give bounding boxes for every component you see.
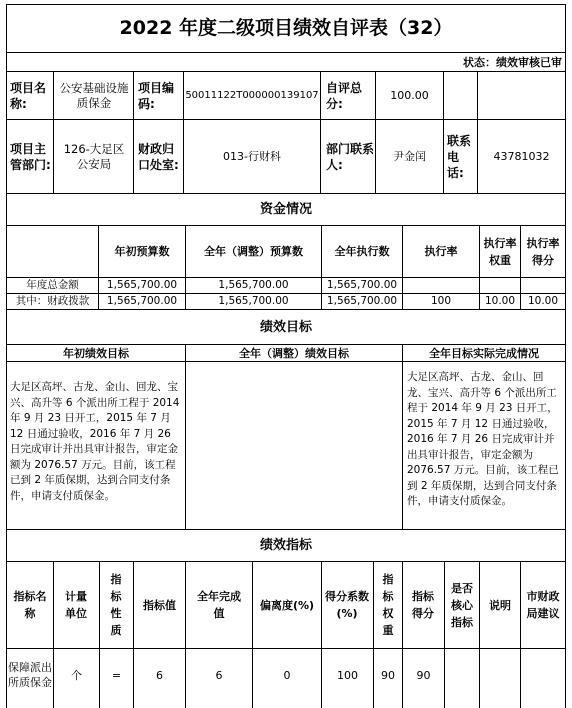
goals-actual-text: 大足区高坪、古龙、金山、回龙、宝兴、高升等 6 个派出所工程于 2014 年 9 月 23 日开工，2015 年 7 月 12 日通过验收，2016 年 7 月 26 日完成审计并出具审计报告，审定金额为 2076.57 万元。目前，该工程已到 2 年质保期，达到合同支付条件，申请支付质保金。 — [407, 371, 559, 507]
page-title: 2022 年度二级项目绩效自评表（32） — [119, 16, 453, 39]
ind-row-value: 6 — [156, 668, 163, 682]
ind-row-coefficient: 100 — [337, 668, 358, 682]
funds-header-initial-budget: 年初预算数 — [114, 245, 170, 258]
funds-header-adjusted-budget: 全年（调整）预算数 — [204, 245, 303, 258]
funds-row-total-initial: 1,565,700.00 — [106, 279, 178, 291]
indicators-section-title: 绩效指标 — [259, 538, 312, 553]
status-label: 状态：绩效审核已审 — [463, 55, 562, 69]
ind-row-weight: 90 — [381, 668, 395, 682]
funds-header-exec-weight: 执行率权重 — [483, 236, 517, 267]
ind-header-unit: 计量单位 — [65, 590, 87, 620]
funds-header-executed: 全年执行数 — [334, 245, 390, 258]
ind-header-core: 是否核心指标 — [451, 581, 473, 629]
ind-row-core — [445, 649, 479, 701]
finance-office-label: 财政归口处室: — [138, 141, 179, 172]
goals-initial-text: 大足区高坪、古龙、金山、回龙、宝兴、高升等 6 个派出所工程于 2014 年 9 月 23 日开工，2015 年 7 月 12 日通过验收，2016 年 7 月 26 日完成审计并出具审计报告，审定金额为 2076.57 万元。目前，该工程已到 2 年质保期，达到合同支付条件，申请支付质保金。 — [10, 381, 180, 502]
ind-header-deviation: 偏离度(%) — [259, 598, 315, 612]
funds-header-exec-score: 执行率得分 — [526, 236, 560, 267]
dept-value: 126-大足区公安局 — [63, 141, 125, 171]
funds-header-exec-rate: 执行率 — [424, 245, 458, 258]
finance-office-value: 013-行财科 — [223, 150, 281, 163]
ind-header-value: 指标值 — [143, 598, 176, 612]
ind-header-nature: 指标性质 — [110, 573, 122, 637]
project-code-label: 项目编码: — [138, 80, 175, 111]
goals-section-title: 绩效目标 — [259, 319, 312, 335]
contact-label: 部门联系人: — [326, 141, 375, 172]
funds-row-fiscal-label: 其中：财政拨款 — [15, 295, 90, 307]
ind-row-advice — [521, 649, 565, 701]
ind-header-coefficient: 得分系数(%) — [325, 590, 369, 620]
ind-header-note: 说明 — [489, 598, 511, 612]
ind-row-note — [480, 649, 520, 701]
ind-row-actual: 6 — [215, 668, 223, 682]
funds-row-total-label: 年度总金额 — [26, 279, 79, 291]
funds-row-fiscal-score: 10.00 — [527, 295, 559, 307]
ind-row-unit: 个 — [71, 668, 82, 682]
funds-row-fiscal-rate: 100 — [430, 295, 452, 307]
ind-header-name: 指标名称 — [13, 590, 47, 620]
contact-value: 尹金闰 — [393, 150, 426, 163]
goals-header-actual: 全年目标实际完成情况 — [429, 346, 539, 360]
project-code-value: 50011122T000000139107 — [185, 90, 319, 101]
project-name-label: 项目名称: — [10, 80, 47, 111]
ind-header-score: 指标得分 — [412, 590, 434, 620]
ind-row-nature: = — [111, 668, 122, 682]
ind-header-actual: 全年完成值 — [197, 590, 241, 620]
goals-header-initial: 年初绩效目标 — [63, 346, 129, 360]
project-name-value: 公安基础设施质保金 — [59, 80, 129, 110]
funds-section-title: 资金情况 — [259, 202, 312, 217]
funds-row-fiscal-executed: 1,565,700.00 — [326, 295, 398, 307]
ind-header-weight: 指标权重 — [382, 573, 394, 637]
ind-header-advice: 市财政局建议 — [526, 590, 560, 620]
ind-row-name: 保障派出所质保金 — [8, 661, 52, 689]
phone-label: 联系电话: — [447, 133, 472, 180]
goals-header-adjusted: 全年（调整）绩效目标 — [239, 346, 349, 360]
self-score-label: 自评总分: — [326, 80, 363, 111]
ind-row-score: 90 — [416, 668, 431, 682]
funds-row-fiscal-weight: 10.00 — [484, 295, 516, 307]
funds-row-fiscal-adjusted: 1,565,700.00 — [218, 295, 289, 307]
funds-row-total-executed: 1,565,700.00 — [326, 279, 398, 291]
funds-row-fiscal-initial: 1,565,700.00 — [106, 295, 178, 307]
phone-value: 43781032 — [493, 150, 550, 163]
ind-row-deviation: 0 — [283, 668, 291, 682]
funds-row-total-adjusted: 1,565,700.00 — [218, 279, 289, 291]
self-score-value: 100.00 — [390, 89, 429, 102]
dept-label: 项目主管部门: — [10, 141, 51, 172]
